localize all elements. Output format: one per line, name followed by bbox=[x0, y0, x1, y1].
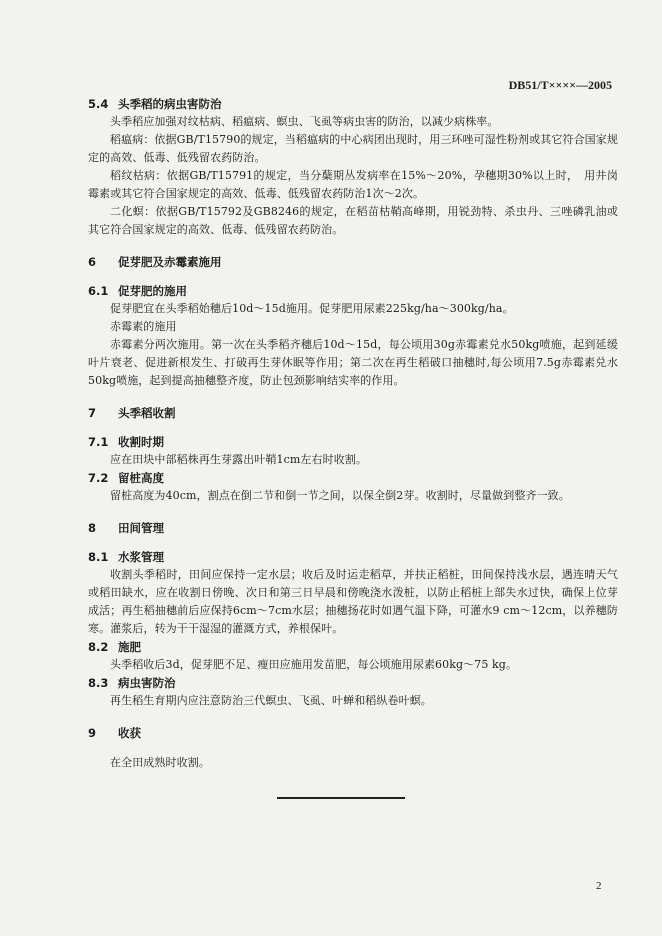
section-heading-8 bbox=[88, 519, 618, 537]
section-heading-7-2 bbox=[88, 469, 618, 487]
section-title: 水浆管理 bbox=[118, 550, 164, 564]
section-title: 收割时期 bbox=[118, 435, 164, 449]
section-title: 施肥 bbox=[118, 640, 141, 654]
section-number: 7.2 bbox=[88, 471, 109, 485]
section-number: 8 bbox=[88, 521, 97, 535]
document-body bbox=[88, 95, 618, 772]
paragraph: 赤霉素的施用 bbox=[110, 320, 177, 333]
paragraph: 收割头季稻时，田间应保持一定水层；收后及时运走稻草，并扶正稻桩，田间保持浅水层，遇连晴天气或稻田缺水，应在收割日傍晚、次日和第三日早晨和傍晚浇水泼桩，以防止稻桩上部失水过快，确保上位芽成活；再生稻抽穗前后应保持6cm～7cm水层；抽穗扬花时如遇气温下降，可灌水9 cm～12cm，以养穗防寒。灌浆后，转为干干湿湿的灌溉方式，养根保叶。 bbox=[88, 568, 618, 635]
page-number: 2 bbox=[596, 880, 602, 892]
section-heading-8-2 bbox=[88, 638, 618, 656]
standard-code: DB51/T××××—2005 bbox=[508, 78, 612, 92]
section-title: 头季稻的病虫害防治 bbox=[118, 97, 222, 111]
section-heading-5-4 bbox=[88, 95, 618, 113]
paragraph: 稻纹枯病：依据GB/T15791的规定，当分蘖期丛发病率在15%～20%，孕穗期30%以上时， 用井岗霉素或其它符合国家规定的高效、低毒、低残留农药防治1次～2次。 bbox=[88, 169, 618, 200]
section-heading-9 bbox=[88, 724, 618, 742]
paragraph: 留桩高度为40cm，割点在倒二节和倒一节之间，以保全倒2芽。收割时，尽量做到整齐一致。 bbox=[110, 489, 570, 502]
section-heading-7-1 bbox=[88, 433, 618, 451]
section-heading-6-1 bbox=[88, 282, 618, 300]
section-number: 8.1 bbox=[88, 550, 109, 564]
section-title: 促芽肥的施用 bbox=[118, 284, 187, 298]
paragraph: 促芽肥宜在头季稻始穗后10d～15d施用。促芽肥用尿素225kg/ha～300kg/ha。 bbox=[110, 302, 514, 315]
section-number: 8.3 bbox=[88, 676, 109, 690]
paragraph: 在全田成熟时收割。 bbox=[110, 756, 210, 769]
section-heading-8-3 bbox=[88, 674, 618, 692]
section-number: 9 bbox=[88, 726, 97, 740]
paragraph: 再生稻生育期内应注意防治三代螟虫、飞虱、叶蝉和稻纵卷叶螟。 bbox=[110, 694, 432, 707]
section-title: 田间管理 bbox=[118, 521, 164, 535]
paragraph: 二化螟：依据GB/T15792及GB8246的规定，在稻苗枯鞘高峰期，用锐劲特、杀虫丹、三唑磷乳油或其它符合国家规定的高效、低毒、低残留农药防治。 bbox=[88, 205, 618, 236]
section-heading-8-1 bbox=[88, 548, 618, 566]
section-title: 收获 bbox=[118, 726, 141, 740]
paragraph: 赤霉素分两次施用。第一次在头季稻齐穗后10d～15d，每公顷用30g赤霉素兑水50kg喷施，起到延缓叶片衰老、促进新根发生、打破再生芽休眠等作用；第二次在再生稻破口抽穗时,每公顷用7.5g赤霉素兑水50kg喷施，起到提高抽穗整齐度，防止包颈影响结实率的作用。 bbox=[88, 338, 618, 387]
paragraph: 应在田块中部稻株再生芽露出叶鞘1cm左右时收割。 bbox=[110, 453, 367, 466]
section-number: 8.2 bbox=[88, 640, 109, 654]
section-title: 促芽肥及赤霉素施用 bbox=[118, 255, 222, 269]
section-number: 6 bbox=[88, 255, 97, 269]
paragraph: 稻瘟病：依据GB/T15790的规定，当稻瘟病的中心病团出现时，用三环唑可湿性粉剂或其它符合国家规定的高效、低毒、低残留农药防治。 bbox=[88, 133, 618, 164]
section-number: 7 bbox=[88, 406, 97, 420]
section-title: 头季稻收割 bbox=[118, 406, 176, 420]
section-number: 5.4 bbox=[88, 97, 109, 111]
section-number: 7.1 bbox=[88, 435, 109, 449]
section-title: 病虫害防治 bbox=[118, 676, 176, 690]
end-rule bbox=[277, 797, 405, 799]
section-heading-7 bbox=[88, 404, 618, 422]
paragraph: 头季稻收后3d，促芽肥不足、瘦田应施用发苗肥，每公顷施用尿素60kg～75 kg。 bbox=[110, 658, 518, 671]
paragraph: 头季稻应加强对纹枯病、稻瘟病、螟虫、飞虱等病虫害的防治，以减少病株率。 bbox=[110, 115, 499, 128]
section-title: 留桩高度 bbox=[118, 471, 164, 485]
section-heading-6 bbox=[88, 253, 618, 271]
section-number: 6.1 bbox=[88, 284, 109, 298]
